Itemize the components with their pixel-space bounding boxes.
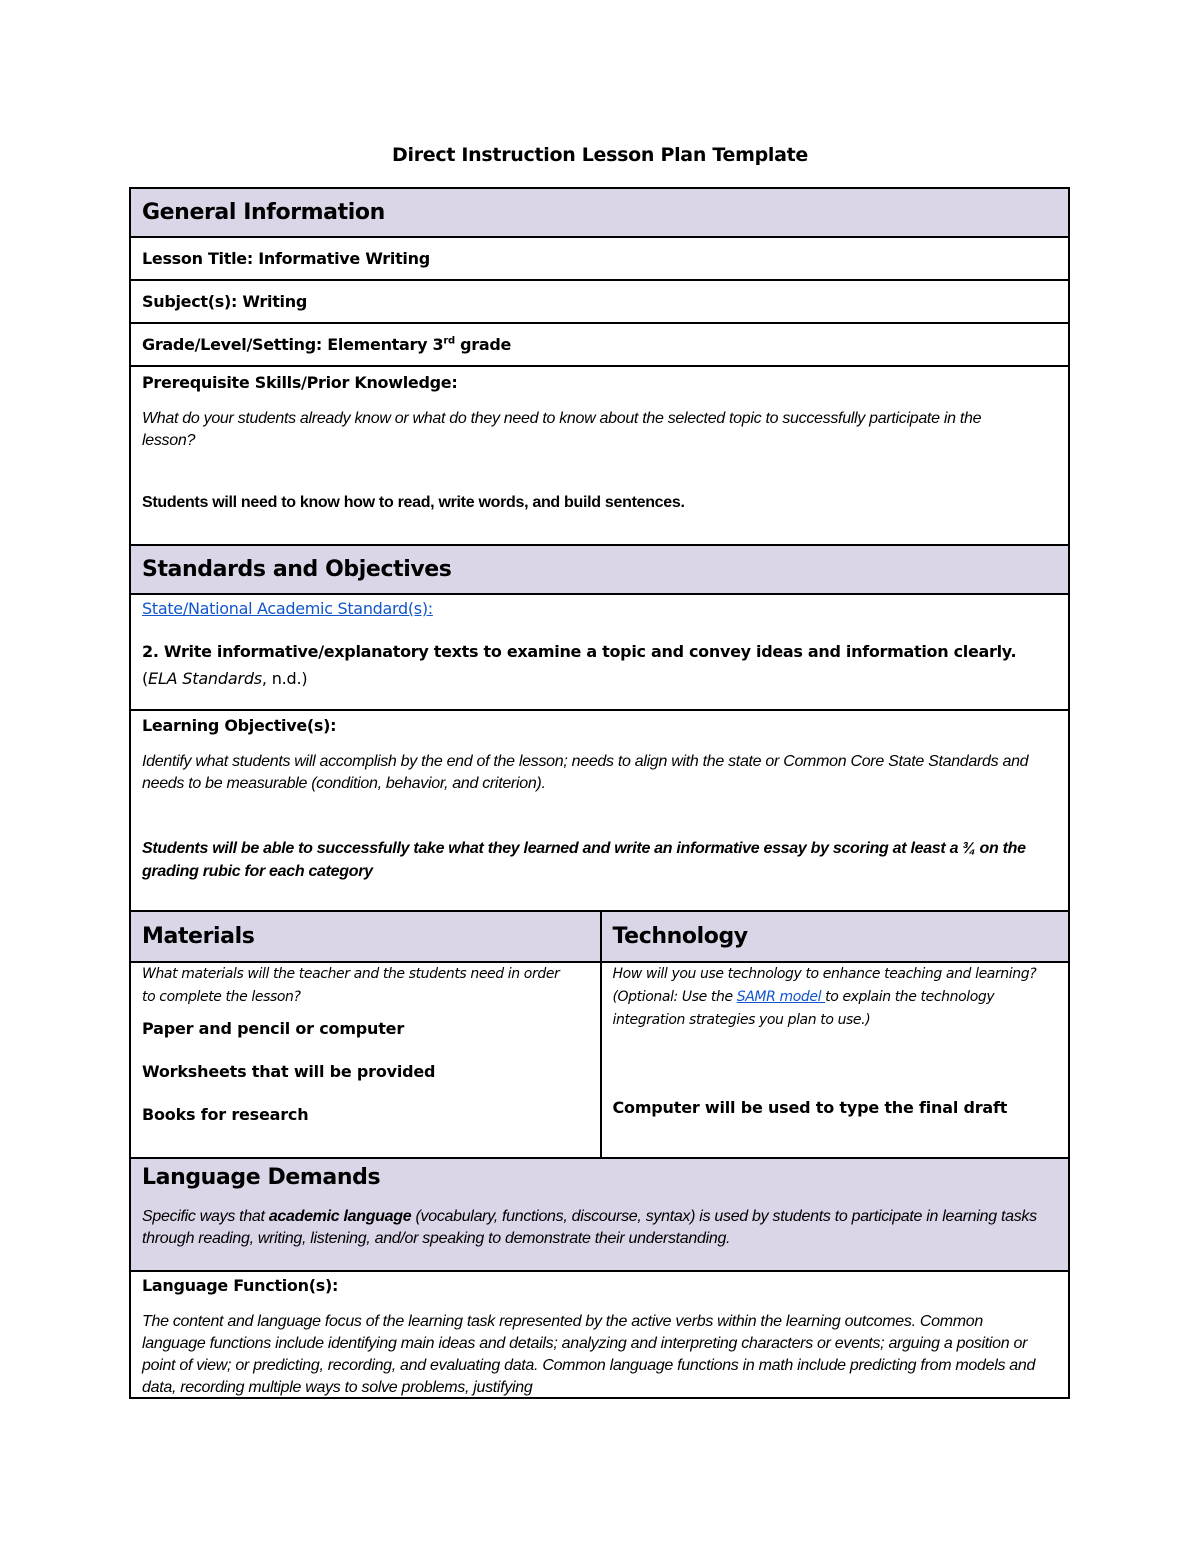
subjects-text: Subject(s): Writing <box>142 292 307 311</box>
subjects-row <box>131 281 1068 324</box>
materials-technology-body <box>131 963 1068 1159</box>
lesson-title-row <box>131 238 1068 281</box>
section-title: Materials <box>142 924 255 949</box>
technology-answer: Computer will be used to type the final draft <box>612 1098 1008 1117</box>
technology-help-text: How will you use technology to enhance teaching and learning? (Optional: Use the SAMR model to explain the technology integration strategies you plan to use.) <box>612 966 1037 1028</box>
objective-label: Learning Objective(s): <box>142 716 337 735</box>
section-header-materials <box>131 912 600 961</box>
materials-technology-header <box>131 912 1068 963</box>
standard-link[interactable]: State/National Academic Standard(s): <box>142 599 433 618</box>
prerequisite-answer: Students will need to know how to read, write words, and build sentences. <box>142 494 685 511</box>
samr-model-link[interactable]: SAMR model <box>736 989 826 1005</box>
materials-help-text: What materials will the teacher and the students need in order to complete the lesson? <box>142 966 560 1005</box>
section-header-general-information <box>131 189 1068 238</box>
material-item: Books for research <box>142 1105 309 1124</box>
section-header-language-demands <box>131 1159 1068 1272</box>
section-header-standards <box>131 546 1068 595</box>
language-function-label: Language Function(s): <box>142 1276 339 1295</box>
prerequisite-row <box>131 367 1068 546</box>
grade-row <box>131 324 1068 367</box>
section-header-technology <box>600 912 1069 961</box>
objective-answer: Students will be able to successfully take what they learned and write an informative essay by scoring at least a ¾ on the grading rubic for each category <box>142 840 1026 880</box>
standards-row <box>131 595 1068 711</box>
language-function-row <box>131 1272 1068 1399</box>
technology-cell <box>600 963 1069 1157</box>
material-item: Paper and pencil or computer <box>142 1019 405 1038</box>
materials-cell <box>131 963 600 1157</box>
lesson-title-text: Lesson Title: Informative Writing <box>142 249 430 268</box>
lesson-plan-table <box>129 187 1070 1399</box>
standard-text: 2. Write informative/explanatory texts to examine a topic and convey ideas and information clearly. <box>142 642 1017 661</box>
prerequisite-label: Prerequisite Skills/Prior Knowledge: <box>142 373 458 392</box>
language-function-help: The content and language focus of the learning task represented by the active verbs within the learning outcomes. Common language functions include identifying main ideas and details; analyzing and interpreting characters or events; arguing a position or point of view; or predicting, recording, and evaluating data. Common language functions in math include predicting from models and data, recording multiple ways to solve problems, justifying <box>142 1313 1036 1396</box>
section-title: Language Demands <box>142 1165 381 1190</box>
prerequisite-help-text: What do your students already know or what do they need to know about the selected topic to successfully participate in the lesson? <box>142 410 982 449</box>
language-intro-text: Specific ways that academic language (vocabulary, functions, discourse, syntax) is used by students to participate in learning tasks through reading, writing, listening, and/or speaking to demonstrate their understanding. <box>142 1208 1037 1247</box>
document-title: Direct Instruction Lesson Plan Template <box>392 144 808 166</box>
material-item: Worksheets that will be provided <box>142 1062 436 1081</box>
section-title: Standards and Objectives <box>142 557 452 582</box>
learning-objective-row <box>131 711 1068 912</box>
section-title: Technology <box>612 924 748 949</box>
objective-help-text: Identify what students will accomplish by the end of the lesson; needs to align with the state or Common Core State Standards and needs to be measurable (condition, behavior, and criterion). <box>142 753 1029 792</box>
grade-text: Grade/Level/Setting: Elementary 3rd grade <box>142 335 512 354</box>
section-title: General Information <box>142 200 385 225</box>
standard-citation: (ELA Standards, n.d.) <box>142 669 308 688</box>
